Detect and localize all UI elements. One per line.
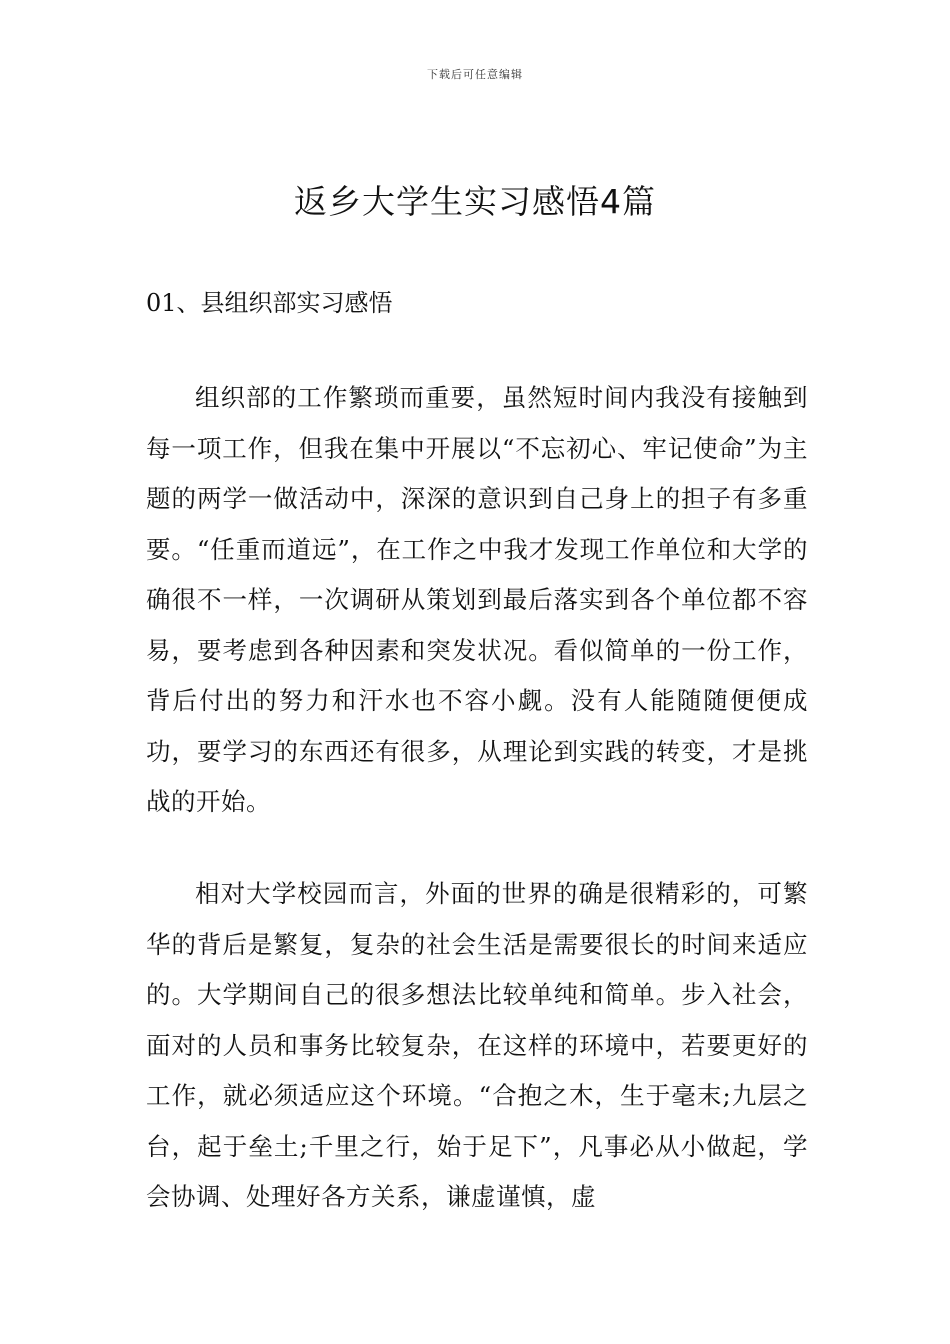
body-paragraph: 相对大学校园而言，外面的世界的确是很精彩的，可繁华的背后是繁复，复杂的社会生活是需要很长的时间来适应的。大学期间自己的很多想法比较单纯和简单。步入社会，面对的人员和事务比较复杂，在这样的环境中，若要更好的工作，就必须适应这个环境。“合抱之木，生于毫末;九层之台，起于垒土;千里之行，始于足下”，凡事必从小做起，学会协调、处理好各方关系，谦虚谨慎，虚 bbox=[146, 879, 808, 1211]
header-note: 下载后可任意编辑 bbox=[427, 68, 523, 81]
body-paragraph: 组织部的工作繁琐而重要，虽然短时间内我没有接触到每一项工作，但我在集中开展以“不忘初心、牢记使命”为主题的两学一做活动中，深深的意识到自己身上的担子有多重要。“任重而道远”，在工作之中我才发现工作单位和大学的确很不一样，一次调研从策划到最后落实到各个单位都不容易，要考虑到各种因素和突发状况。看似简单的一份工作，背后付出的努力和汗水也不容小觑。没有人能随随便便成功，要学习的东西还有很多，从理论到实践的转变，才是挑战的开始。 bbox=[146, 383, 808, 816]
document-title: 返乡大学生实习感悟4篇 bbox=[294, 182, 656, 221]
section-heading: 01、县组织部实习感悟 bbox=[146, 289, 393, 317]
